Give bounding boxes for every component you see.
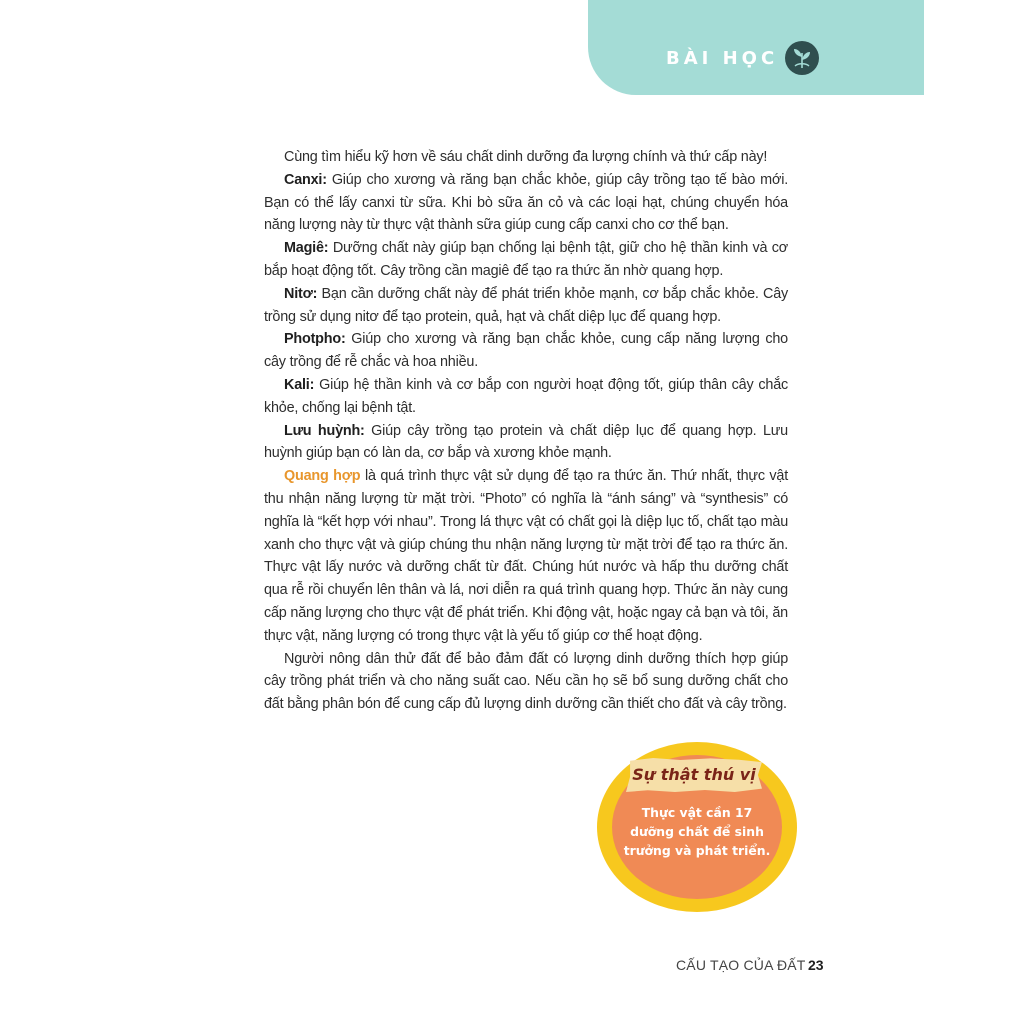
page-number: 23 xyxy=(808,957,824,973)
nutrient-term: Lưu huỳnh: xyxy=(284,422,365,439)
nutrient-paragraph-nitrogen xyxy=(264,283,788,329)
photosynthesis-term: Quang hợp xyxy=(284,468,361,485)
lesson-header-title: BÀI HỌC xyxy=(666,48,779,69)
nutrient-description: Giúp cho xương và răng bạn chắc khỏe, cung cấp năng lượng cho cây trồng để rễ chắc và hoa nhiều. xyxy=(264,331,788,371)
nutrient-description: Giúp hệ thần kinh và cơ bắp con người hoạt động tốt, giúp thân cây chắc khỏe, chống lại bệnh tật. xyxy=(264,376,788,416)
nutrient-term: Photpho: xyxy=(284,331,346,348)
nutrient-term: Canxi: xyxy=(284,171,327,188)
nutrient-description: Giúp cây trồng tạo protein và chất diệp lục để quang hợp. Lưu huỳnh giúp bạn có làn da, cơ bắp và xương khỏe mạnh. xyxy=(264,422,788,462)
nutrient-description: Bạn cần dưỡng chất này để phát triển khỏe mạnh, cơ bắp chắc khỏe. Cây trồng sử dụng nitơ để tạo protein, quả, hạt và chất diệp lục để quang hợp. xyxy=(264,285,788,325)
fun-fact-label: Sự thật thú vị xyxy=(632,765,756,784)
nutrient-paragraph-sulfur xyxy=(264,420,788,466)
nutrient-paragraph-magnesium xyxy=(264,237,788,283)
nutrient-paragraph-potassium xyxy=(264,374,788,420)
nutrient-term: Kali: xyxy=(284,376,315,393)
photosynthesis-description: là quá trình thực vật sử dụng để tạo ra thức ăn. Thứ nhất, thực vật thu nhận năng lượng từ mặt trời. “Photo” có nghĩa là “ánh sáng” và “synthesis” có nghĩa là “kết hợp với nhau”. Trong lá thực vật có chất gọi là diệp lục tố, chất tạo màu xanh cho thực vật và giúp chúng thu nhận năng lượng từ mặt trời để tạo ra thức ăn. Thực vật lấy nước và dưỡng chất từ đất. Chúng hút nước và hấp thu dưỡng chất qua rễ rồi chuyển lên thân và lá, nơi diễn ra quá trình quang hợp. Thức ăn này cung cấp năng lượng cho thực vật để phát triển. Khi động vật, hoặc ngay cả bạn và tôi, ăn thực vật, năng lượng có trong thực vật là yếu tố giúp cơ thể hoạt động. xyxy=(264,468,789,644)
nutrient-term: Nitơ: xyxy=(284,285,318,302)
nutrient-paragraph-calcium xyxy=(264,169,788,237)
leaf-sprout-icon xyxy=(785,41,819,75)
farmers-paragraph: Người nông dân thử đất để bảo đảm đất có lượng dinh dưỡng thích hợp giúp cây trồng phát triển và cho năng suất cao. Nếu cần họ sẽ bổ sung dưỡng chất cho đất bằng phân bón để cung cấp đủ lượng dinh dưỡng cần thiết cho đất và cây trồng. xyxy=(264,650,788,713)
photosynthesis-paragraph xyxy=(264,465,788,647)
lesson-body xyxy=(264,146,788,716)
footer-section-title: CẤU TẠO CỦA ĐẤT xyxy=(676,957,806,973)
nutrient-description: Dưỡng chất này giúp bạn chống lại bệnh tật, giữ cho hệ thần kinh và cơ bắp hoạt động tốt. Cây trồng cần magiê để tạo ra thức ăn nhờ quang hợp. xyxy=(264,240,788,279)
nutrient-paragraph-phosphorus xyxy=(264,328,788,374)
nutrient-term: Magiê: xyxy=(284,240,329,257)
intro-paragraph: Cùng tìm hiểu kỹ hơn về sáu chất dinh dưỡng đa lượng chính và thứ cấp này! xyxy=(284,149,768,165)
nutrient-description: Giúp cho xương và răng bạn chắc khỏe, giúp cây trồng tạo tế bào mới. Bạn có thể lấy canxi từ sữa. Khi bò sữa ăn cỏ và các loại hạt, chúng chuyển hóa năng lượng này từ thực vật thành sữa giúp cung cấp canxi cho cơ thể bạn. xyxy=(264,171,788,234)
fun-fact-text: Thực vật cần 17 dưỡng chất để sinh trưởng và phát triển. xyxy=(623,805,771,858)
